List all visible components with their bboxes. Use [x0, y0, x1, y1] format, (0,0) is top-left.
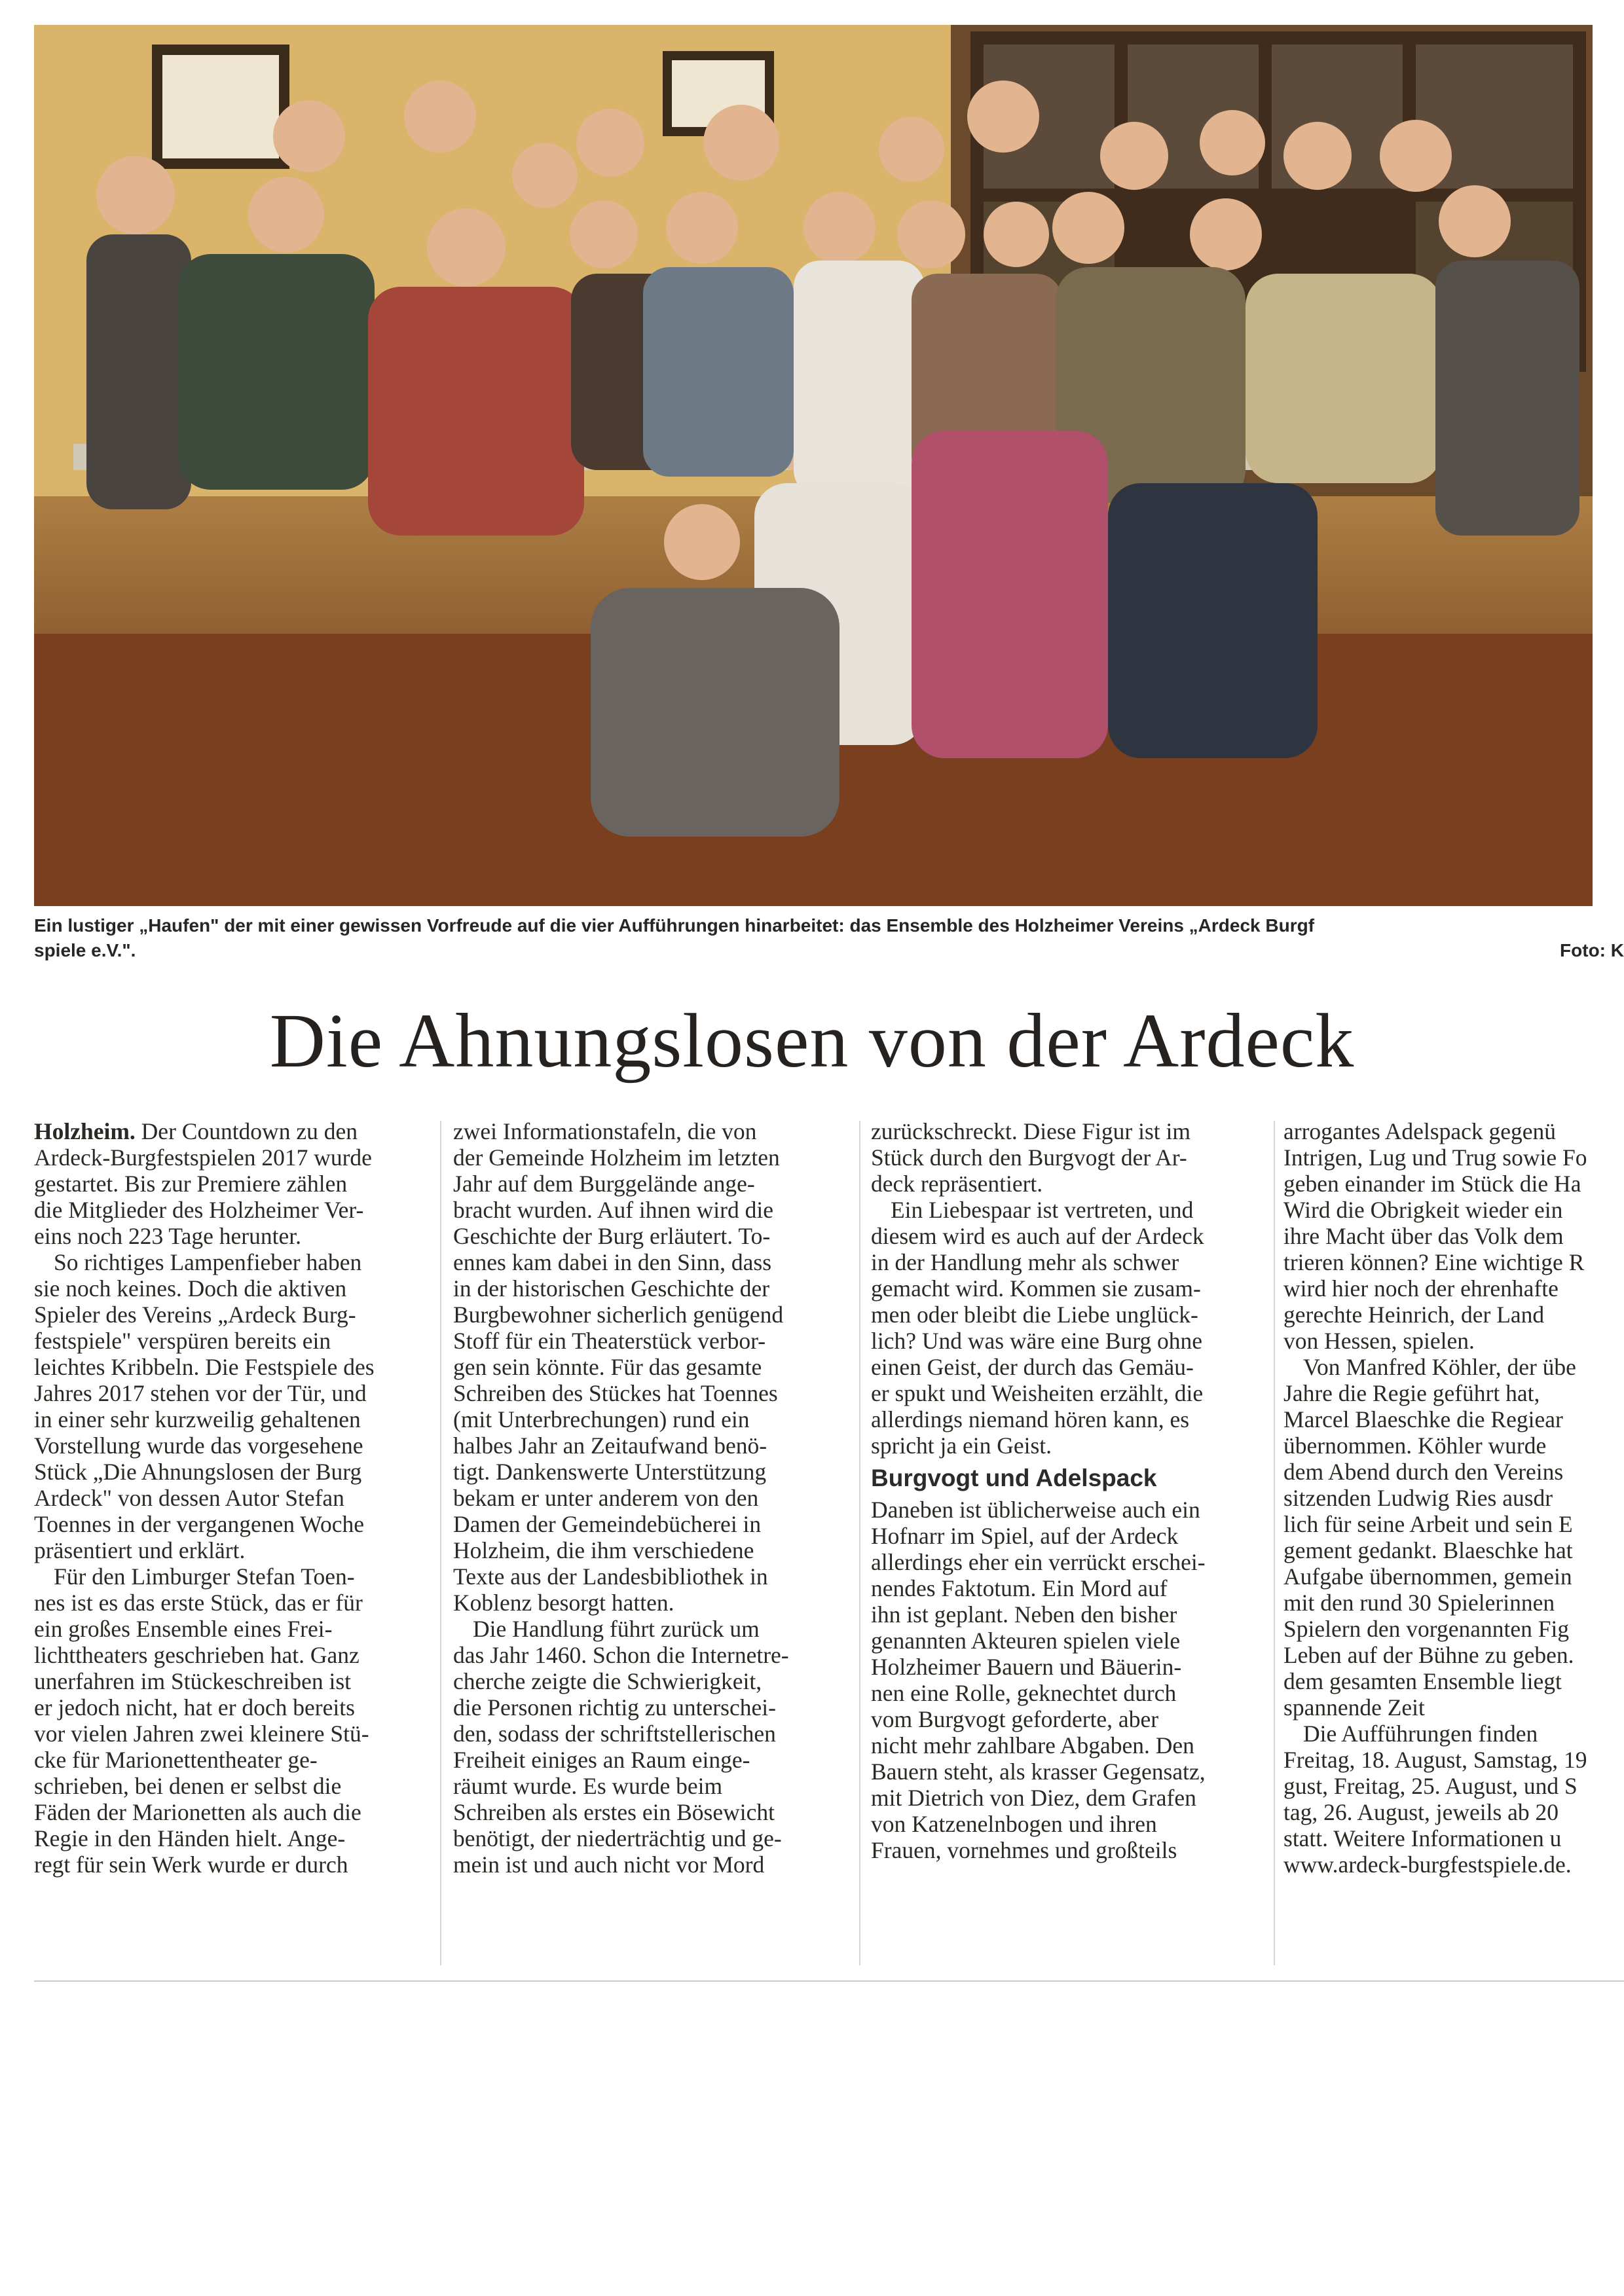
article-line-text: nen eine Rolle, geknechtet durch	[871, 1680, 1177, 1706]
article-line-text: gen sein könnte. Für das gesamte	[453, 1354, 762, 1380]
article-line-text: Holzheimer Bauern und Bäuerin-	[871, 1654, 1182, 1680]
article-line	[1283, 1616, 1624, 1642]
article-line-text: Frauen, vornehmes und großteils	[871, 1837, 1177, 1863]
article-line	[1283, 1773, 1624, 1799]
article-line-text: gement gedankt. Blaeschke hat	[1283, 1537, 1573, 1563]
article-line	[871, 1406, 1269, 1432]
article-line-text: in der Handlung mehr als schwer	[871, 1249, 1179, 1275]
article-line-text: Schreiben des Stückes hat Toennes	[453, 1380, 778, 1406]
article-line	[453, 1851, 851, 1878]
article-line-text: Burgbewohner sicherlich genügend	[453, 1302, 784, 1328]
article-line	[34, 1118, 432, 1144]
article-line	[34, 1328, 432, 1354]
article-line	[871, 1628, 1269, 1654]
article-line-text: lich? Und was wäre eine Burg ohne	[871, 1328, 1203, 1354]
article-line	[34, 1511, 432, 1537]
article-line	[1283, 1406, 1624, 1432]
article-line-text: ihn ist geplant. Neben den bisher	[871, 1601, 1177, 1628]
article-line-text: lich für seine Arbeit und sein E	[1283, 1511, 1573, 1537]
article-line-text: ennes kam dabei in den Sinn, dass	[453, 1249, 772, 1275]
article-line	[34, 1616, 432, 1642]
article-line	[871, 1432, 1269, 1459]
article-line-text: lichttheaters geschrieben hat. Ganz	[34, 1642, 360, 1668]
article-line-text: eins noch 223 Tage herunter.	[34, 1223, 301, 1249]
article-line-text: gemacht wird. Kommen sie zusam-	[871, 1275, 1201, 1302]
article-line	[1283, 1563, 1624, 1590]
article-line	[34, 1144, 432, 1171]
article-line-text: Die Handlung führt zurück um	[473, 1616, 760, 1642]
article-line-text: halbes Jahr an Zeitaufwand benö-	[453, 1432, 767, 1459]
article-line-text: wird hier noch der ehrenhafte	[1283, 1275, 1559, 1302]
article-line-text: der Gemeinde Holzheim im letzten	[453, 1144, 780, 1171]
article-line-text: Texte aus der Landesbibliothek in	[453, 1563, 768, 1590]
article-line	[871, 1706, 1269, 1732]
article-line	[1283, 1144, 1624, 1171]
article-line	[453, 1144, 851, 1171]
article-line-text: sie noch keines. Doch die aktiven	[34, 1275, 347, 1302]
article-line	[453, 1799, 851, 1825]
article-line	[871, 1380, 1269, 1406]
article-line-text: mit den rund 30 Spielerinnen	[1283, 1590, 1555, 1616]
article-line	[34, 1694, 432, 1721]
article-line-text: vom Burgvogt geforderte, aber	[871, 1706, 1159, 1732]
article-line	[871, 1811, 1269, 1837]
article-line-text: Spieler des Vereins „Ardeck Burg-	[34, 1302, 356, 1328]
article-line-text: den, sodass der schriftstellerischen	[453, 1721, 776, 1747]
article-line	[34, 1171, 432, 1197]
article-line-text: von Hessen, spielen.	[1283, 1328, 1475, 1354]
article-subheading: Burgvogt und Adelspack	[871, 1465, 1157, 1491]
article-line	[34, 1275, 432, 1302]
article-line-text: diesem wird es auch auf der Ardeck	[871, 1223, 1204, 1249]
article-line-text: er spukt und Weisheiten erzählt, die	[871, 1380, 1204, 1406]
article-line	[1283, 1302, 1624, 1328]
article-line	[34, 1485, 432, 1511]
article-line	[871, 1654, 1269, 1680]
article-line-text: gust, Freitag, 25. August, und S	[1283, 1773, 1578, 1799]
article-line	[871, 1497, 1269, 1523]
article-line-text: Geschichte der Burg erläutert. To-	[453, 1223, 771, 1249]
article-line	[1283, 1328, 1624, 1354]
article-line-text: zurückschreckt. Diese Figur ist im	[871, 1118, 1191, 1144]
article-line	[34, 1747, 432, 1773]
article-line	[871, 1680, 1269, 1706]
article-line	[34, 1459, 432, 1485]
article-line	[34, 1799, 432, 1825]
article-line-text: Ein Liebespaar ist vertreten, und	[891, 1197, 1194, 1223]
article-line	[1283, 1197, 1624, 1223]
article-line	[1283, 1721, 1624, 1747]
article-line-text: Aufgabe übernommen, gemein	[1283, 1563, 1572, 1590]
article-line	[453, 1590, 851, 1616]
article-line	[871, 1523, 1269, 1549]
article-line	[871, 1354, 1269, 1380]
article-line-text: allerdings niemand hören kann, es	[871, 1406, 1190, 1432]
article-line	[1283, 1642, 1624, 1668]
article-line	[871, 1328, 1269, 1354]
article-line	[34, 1773, 432, 1799]
ensemble-photo-illustration	[34, 25, 1593, 906]
article-line	[1283, 1747, 1624, 1773]
article-line-text: Toennes in der vergangenen Woche	[34, 1511, 364, 1537]
article-line-text: Ardeck" von dessen Autor Stefan	[34, 1485, 344, 1511]
article-line-text: einen Geist, der durch das Gemäu-	[871, 1354, 1194, 1380]
article-line	[1283, 1485, 1624, 1511]
article-line	[453, 1825, 851, 1851]
article-line-text: regt für sein Werk wurde er durch	[34, 1851, 348, 1878]
article-line-text: Regie in den Händen hielt. Ange-	[34, 1825, 346, 1851]
article-line-text: mein ist und auch nicht vor Mord	[453, 1851, 765, 1878]
article-line	[34, 1825, 432, 1851]
article-line-text: räumt wurde. Es wurde beim	[453, 1773, 723, 1799]
article-line	[1283, 1590, 1624, 1616]
article-column-3	[871, 1118, 1269, 1969]
article-column-1	[34, 1118, 432, 1969]
article-line	[871, 1302, 1269, 1328]
article-line-text: arrogantes Adelspack gegenü	[1283, 1118, 1556, 1144]
column-divider	[440, 1121, 441, 1965]
article-line	[453, 1171, 851, 1197]
article-line	[453, 1249, 851, 1275]
article-line-text: er jedoch nicht, hat er doch bereits	[34, 1694, 355, 1721]
article-line-text: deck repräsentiert.	[871, 1171, 1043, 1197]
article-line	[34, 1249, 432, 1275]
article-line-text: vor vielen Jahren zwei kleinere Stü-	[34, 1721, 369, 1747]
article-line	[1283, 1223, 1624, 1249]
article-line-text: zwei Informationstafeln, die von	[453, 1118, 757, 1144]
article-line	[871, 1575, 1269, 1601]
article-line-text: Für den Limburger Stefan Toen-	[54, 1563, 355, 1590]
article-line-text: Koblenz besorgt hatten.	[453, 1590, 674, 1616]
article-line-text: Wird die Obrigkeit wieder ein	[1283, 1197, 1563, 1223]
article-line	[453, 1432, 851, 1459]
article-line	[34, 1851, 432, 1878]
article-line-text: bracht wurden. Auf ihnen wird die	[453, 1197, 773, 1223]
article-line	[1283, 1171, 1624, 1197]
headline: Die Ahnungslosen von der Ardeck	[269, 998, 1355, 1084]
article-column-2	[453, 1118, 851, 1969]
article-line-text: cke für Marionettentheater ge-	[34, 1747, 318, 1773]
article-line-text: tigt. Dankenswerte Unterstützung	[453, 1459, 767, 1485]
article-line-text: ihre Macht über das Volk dem	[1283, 1223, 1564, 1249]
article-line-text: ein großes Ensemble eines Frei-	[34, 1616, 333, 1642]
article-line	[34, 1223, 432, 1249]
article-column-4	[1283, 1118, 1624, 1969]
article-line-text: Spielern den vorgenannten Fig	[1283, 1616, 1570, 1642]
article-line-text: sitzenden Ludwig Ries ausdr	[1283, 1485, 1553, 1511]
article-line	[871, 1171, 1269, 1197]
article-line	[871, 1549, 1269, 1575]
column-divider	[859, 1121, 860, 1965]
article-line-text: cherche zeigte die Schwierigkeit,	[453, 1668, 762, 1694]
article-line-text: gestartet. Bis zur Premiere zählen	[34, 1171, 348, 1197]
article-line-text: dem Abend durch den Vereins	[1283, 1459, 1564, 1485]
article-line	[34, 1380, 432, 1406]
article-line	[871, 1249, 1269, 1275]
article-line-text: genannten Akteuren spielen viele	[871, 1628, 1181, 1654]
article-line	[34, 1537, 432, 1563]
article-line	[453, 1642, 851, 1668]
article-line-text: Der Countdown zu den	[135, 1118, 358, 1144]
article-line-text: trieren können? Eine wichtige R	[1283, 1249, 1585, 1275]
article-line-text: Jahres 2017 stehen vor der Tür, und	[34, 1380, 367, 1406]
article-line-text: präsentiert und erklärt.	[34, 1537, 246, 1563]
article-line	[871, 1118, 1269, 1144]
article-line-text: men oder bleibt die Liebe unglück-	[871, 1302, 1198, 1328]
article-line	[1283, 1354, 1624, 1380]
article-line-text: Ardeck-Burgfestspielen 2017 wurde	[34, 1144, 372, 1171]
article-line-text: Freitag, 18. August, Samstag, 19	[1283, 1747, 1587, 1773]
article-line	[34, 1406, 432, 1432]
article-line	[871, 1837, 1269, 1863]
article-line	[1283, 1432, 1624, 1459]
article-line	[453, 1223, 851, 1249]
article-line	[453, 1511, 851, 1537]
article-line-text: Marcel Blaeschke die Regiear	[1283, 1406, 1563, 1432]
article-line-text: Leben auf der Bühne zu geben.	[1283, 1642, 1574, 1668]
article-line	[453, 1694, 851, 1721]
article-line-text: Vorstellung wurde das vorgesehene	[34, 1432, 363, 1459]
article-line-text: Stück durch den Burgvogt der Ar-	[871, 1144, 1187, 1171]
article-line	[1283, 1511, 1624, 1537]
article-line	[871, 1732, 1269, 1758]
article-line-text: spricht ja ein Geist.	[871, 1432, 1052, 1459]
article-line	[871, 1601, 1269, 1628]
article-line-text: dem gesamten Ensemble liegt	[1283, 1668, 1562, 1694]
article-line	[453, 1459, 851, 1485]
article-line-text: nendes Faktotum. Ein Mord auf	[871, 1575, 1168, 1601]
article-line-text: Jahr auf dem Burggelände ange-	[453, 1171, 755, 1197]
article-line-text: gerechte Heinrich, der Land	[1283, 1302, 1545, 1328]
article-line-text: So richtiges Lampenfieber haben	[54, 1249, 362, 1275]
article-line-text: von Katzenelnbogen und ihren	[871, 1811, 1157, 1837]
article-line-text: tag, 26. August, jeweils ab 20	[1283, 1799, 1559, 1825]
article-line-text: Intrigen, Lug und Trug sowie Fo	[1283, 1144, 1587, 1171]
article-line	[453, 1537, 851, 1563]
article-line-text: statt. Weitere Informationen u	[1283, 1825, 1562, 1851]
article-line-text: Hofnarr im Spiel, auf der Ardeck	[871, 1523, 1179, 1549]
caption-line-2: spiele e.V.".	[34, 940, 136, 960]
article-line-text: die Personen richtig zu unterschei-	[453, 1694, 776, 1721]
article-line	[453, 1302, 851, 1328]
bottom-rule	[34, 1980, 1624, 1982]
article-line	[1283, 1668, 1624, 1694]
article-line	[34, 1432, 432, 1459]
article-line-text: Freiheit einiges an Raum einge-	[453, 1747, 750, 1773]
article-line-text: Fäden der Marionetten als auch die	[34, 1799, 361, 1825]
article-line-text: übernommen. Köhler wurde	[1283, 1432, 1547, 1459]
article-line-text: bekam er unter anderem von den	[453, 1485, 759, 1511]
article-line-text: spannende Zeit	[1283, 1694, 1425, 1721]
caption-line-1: Ein lustiger „Haufen" der mit einer gewissen Vorfreude auf die vier Aufführungen hinarbeitet: das Ensemble des Holzheimer Vereins „Ardeck Burgf	[34, 915, 1315, 936]
article-line-text: geben einander im Stück die Ha	[1283, 1171, 1581, 1197]
article-line	[1283, 1537, 1624, 1563]
article-line-text: Bauern steht, als krasser Gegensatz,	[871, 1758, 1206, 1785]
article-line	[453, 1721, 851, 1747]
article-line	[871, 1785, 1269, 1811]
article-line	[1283, 1459, 1624, 1485]
article-line	[34, 1302, 432, 1328]
article-line	[453, 1616, 851, 1642]
article-line-text: nicht mehr zahlbare Abgaben. Den	[871, 1732, 1194, 1758]
article-line-text: Stück „Die Ahnungslosen der Burg	[34, 1459, 362, 1485]
article-line	[34, 1354, 432, 1380]
article-line	[453, 1380, 851, 1406]
article-line-text: Jahre die Regie geführt hat,	[1283, 1380, 1540, 1406]
article-line	[871, 1275, 1269, 1302]
column-divider	[1274, 1121, 1275, 1965]
article-line	[1283, 1275, 1624, 1302]
photo-credit: Foto: K	[1560, 940, 1624, 960]
article-line	[453, 1747, 851, 1773]
article-line	[453, 1275, 851, 1302]
article-line-text: schrieben, bei denen er selbst die	[34, 1773, 342, 1799]
article-line-text: das Jahr 1460. Schon die Internetre-	[453, 1642, 789, 1668]
article-line-text: www.ardeck-burgfestspiele.de.	[1283, 1851, 1572, 1878]
article-line-text: benötigt, der niederträchtig und ge-	[453, 1825, 782, 1851]
article-line	[1283, 1249, 1624, 1275]
article-line	[34, 1642, 432, 1668]
article-line-text: mit Dietrich von Diez, dem Grafen	[871, 1785, 1196, 1811]
article-line	[453, 1406, 851, 1432]
article-line	[871, 1144, 1269, 1171]
article-line	[453, 1354, 851, 1380]
article-line	[1283, 1851, 1624, 1878]
article-line	[34, 1590, 432, 1616]
article-line	[34, 1668, 432, 1694]
article-line	[34, 1563, 432, 1590]
article-line	[1283, 1825, 1624, 1851]
article-line-text: (mit Unterbrechungen) rund ein	[453, 1406, 750, 1432]
article-line-text: in einer sehr kurzweilig gehaltenen	[34, 1406, 361, 1432]
photo-caption	[34, 913, 1624, 979]
article-line	[871, 1223, 1269, 1249]
article-line-text: Stoff für ein Theaterstück verbor-	[453, 1328, 766, 1354]
article-line-text: die Mitglieder des Holzheimer Ver-	[34, 1197, 364, 1223]
article-line	[1283, 1694, 1624, 1721]
article-line	[871, 1758, 1269, 1785]
article-line	[453, 1668, 851, 1694]
article-line	[453, 1563, 851, 1590]
article-line-text: unerfahren im Stückeschreiben ist	[34, 1668, 352, 1694]
article-line-text: Damen der Gemeindebücherei in	[453, 1511, 762, 1537]
ensemble-photo	[34, 25, 1593, 906]
article-line-text: nes ist es das erste Stück, das er für	[34, 1590, 363, 1616]
article-line	[1283, 1380, 1624, 1406]
article-line	[453, 1197, 851, 1223]
article-line-text: allerdings eher ein verrückt erschei-	[871, 1549, 1206, 1575]
article-line-text: leichtes Kribbeln. Die Festspiele des	[34, 1354, 375, 1380]
article-line	[453, 1485, 851, 1511]
article-line	[34, 1197, 432, 1223]
article-line	[1283, 1118, 1624, 1144]
article-line	[453, 1118, 851, 1144]
article-line-text: Daneben ist üblicherweise auch ein	[871, 1497, 1200, 1523]
article-line-text: Schreiben als erstes ein Bösewicht	[453, 1799, 775, 1825]
article-line	[453, 1773, 851, 1799]
article-line	[453, 1328, 851, 1354]
article-line-text: in der historischen Geschichte der	[453, 1275, 770, 1302]
article-line-text: Holzheim, die ihm verschiedene	[453, 1537, 754, 1563]
article-line	[871, 1197, 1269, 1223]
dateline: Holzheim.	[34, 1118, 136, 1144]
article-line-text: festspiele" verspüren bereits ein	[34, 1328, 331, 1354]
article-line	[34, 1721, 432, 1747]
article-line	[1283, 1799, 1624, 1825]
article-line-text: Die Aufführungen finden	[1303, 1721, 1538, 1747]
article-line-text: Von Manfred Köhler, der übe	[1303, 1354, 1576, 1380]
